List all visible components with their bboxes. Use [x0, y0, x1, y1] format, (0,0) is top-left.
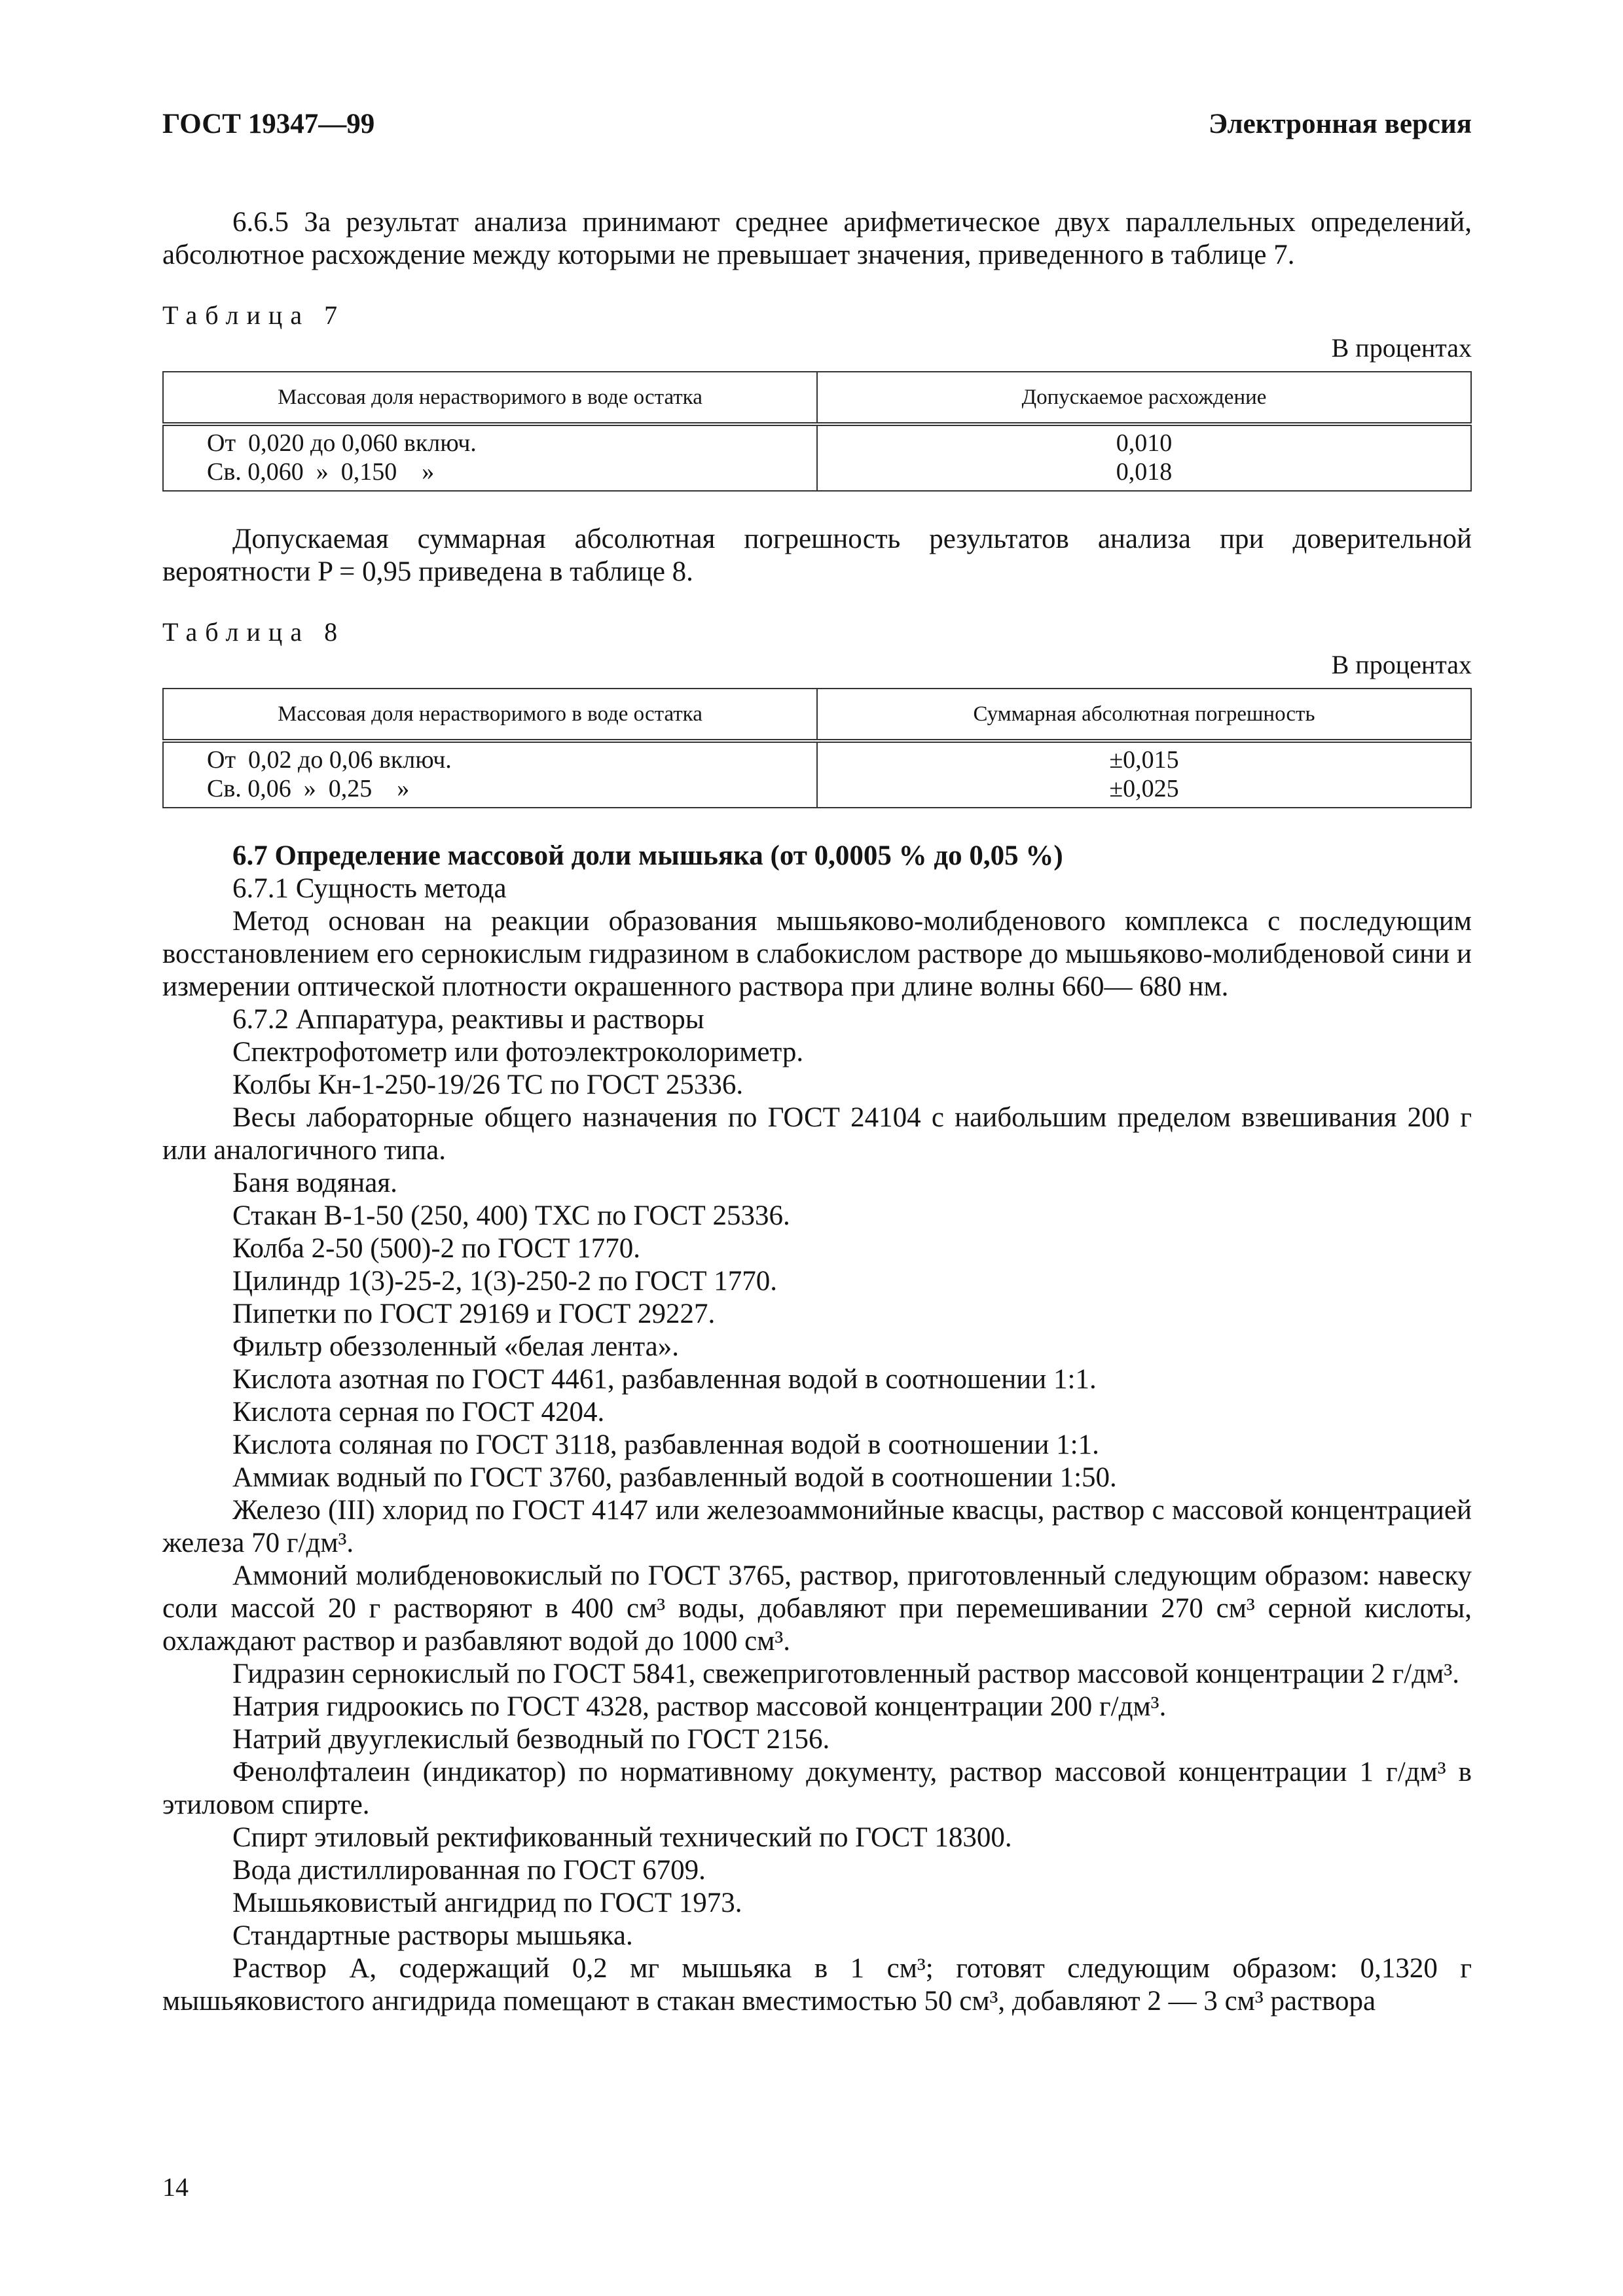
list-item: Мышьяковистый ангидрид по ГОСТ 1973.	[232, 1888, 742, 1918]
list-item: Раствор А, содержащий 0,2 мг мышьяка в 1 см³; готовят следующим образом: 0,1320 г мышьяковистого ангидрида помещают в стакан вместимостью 50 см³, добавляют 2 — 3 см³ раствора	[162, 1953, 1472, 2017]
section-6-7-1-title: 6.7.1 Сущность метода	[232, 873, 507, 904]
table-8	[162, 688, 1472, 808]
list-item: Аммиак водный по ГОСТ 3760, разбавленный водой в соотношении 1:50.	[232, 1462, 1117, 1493]
list-item: Пипетки по ГОСТ 29169 и ГОСТ 29227.	[232, 1299, 716, 1329]
document-page	[162, 105, 1472, 2018]
list-item: Стандартные растворы мышьяка.	[232, 1920, 633, 1951]
table-row	[163, 424, 1471, 491]
list-item: Кислота соляная по ГОСТ 3118, разбавленная водой в соотношении 1:1.	[232, 1429, 1099, 1460]
list-item: Колбы Кн-1-250-19/26 ТС по ГОСТ 25336.	[232, 1069, 744, 1100]
table7-caption: Таблица 7	[162, 300, 346, 330]
list-item: Натрий двууглекислый безводный по ГОСТ 2156.	[232, 1724, 830, 1755]
list-item: Цилиндр 1(3)-25-2, 1(3)-250-2 по ГОСТ 1770.	[232, 1266, 778, 1297]
list-item: Вода дистиллированная по ГОСТ 6709.	[232, 1855, 706, 1886]
table7-header-col2: Допускаемое расхождение	[817, 372, 1471, 424]
list-item: Гидразин сернокислый по ГОСТ 5841, свежеприготовленный раствор массовой концентрации 2 г/дм³.	[232, 1659, 1459, 1689]
list-item: Спирт этиловый ректификованный технический по ГОСТ 18300.	[232, 1822, 1012, 1853]
table8-row1-range: От 0,02 до 0,06 включ.	[207, 746, 452, 774]
list-item: Фенолфталеин (индикатор) по нормативному документу, раствор массовой концентрации 1 г/дм³ в этиловом спирте.	[162, 1757, 1472, 1820]
list-item: Весы лабораторные общего назначения по ГОСТ 24104 с наибольшим пределом взвешивания 200 г или аналогичного типа.	[162, 1102, 1472, 1166]
table7-row2-range: Св. 0,060 » 0,150 »	[207, 458, 435, 486]
list-item: Баня водяная.	[232, 1168, 397, 1198]
list-item: Фильтр обеззоленный «белая лента».	[232, 1331, 679, 1362]
table7-header-col1: Массовая доля нерастворимого в воде остатка	[163, 372, 817, 424]
section-6-7-title: 6.7 Определение массовой доли мышьяка (от 0,0005 % до 0,05 %)	[232, 840, 1063, 871]
list-item: Натрия гидроокись по ГОСТ 4328, раствор массовой концентрации 200 г/дм³.	[232, 1691, 1167, 1722]
table8-row2-value: ±0,025	[1109, 775, 1179, 802]
list-item: Аммоний молибденовокислый по ГОСТ 3765, раствор, приготовленный следующим образом: навеску соли массой 20 г растворяют в 400 см³ воды, добавляют при перемешивании 270 см³ серной кислоты, охлаждают раствор и разбавляют водой до 1000 см³.	[162, 1560, 1472, 1657]
table7-row2-value: 0,018	[1116, 458, 1173, 486]
list-item: Стакан В-1-50 (250, 400) ТХС по ГОСТ 25336.	[232, 1200, 790, 1231]
table8-header-col2: Суммарная абсолютная погрешность	[817, 689, 1471, 741]
table7-row1-range: От 0,020 до 0,060 включ.	[207, 429, 477, 457]
table8-header-col1: Массовая доля нерастворимого в воде остатка	[163, 689, 817, 741]
section-6-7-2-title: 6.7.2 Аппаратура, реактивы и растворы	[232, 1004, 704, 1035]
table8-unit: В процентах	[1331, 650, 1472, 679]
list-item: Железо (III) хлорид по ГОСТ 4147 или железоаммонийные квасцы, раствор с массовой концентрацией железа 70 г/дм³.	[162, 1495, 1472, 1558]
paragraph-method: Метод основан на реакции образования мышьяково-молибденового комплекса с последующим восстановлением его сернокислым гидразином в слабокислом растворе до мышьяково-молибденовой сини и измерении оптической плотности окрашенного раствора при длине волны 660— 680 нм.	[162, 906, 1472, 1002]
page-header	[162, 105, 1472, 144]
table7-unit: В процентах	[1331, 333, 1472, 363]
list-item: Спектрофотометр или фотоэлектроколориметр.	[232, 1037, 804, 1067]
list-item: Кислота серная по ГОСТ 4204.	[232, 1397, 605, 1427]
table8-caption: Таблица 8	[162, 617, 346, 647]
list-item: Кислота азотная по ГОСТ 4461, разбавленная водой в соотношении 1:1.	[232, 1364, 1097, 1395]
table7-row1-value: 0,010	[1116, 429, 1173, 457]
table-row	[163, 741, 1471, 808]
list-item: Колба 2-50 (500)-2 по ГОСТ 1770.	[232, 1233, 640, 1264]
paragraph-6-6-5: 6.6.5 За результат анализа принимают среднее арифметическое двух параллельных определений, абсолютное расхождение между которыми не превышает значения, приведенного в таблице 7.	[162, 207, 1472, 270]
table8-row1-value: ±0,015	[1109, 746, 1179, 774]
page-number: 14	[162, 2172, 189, 2202]
table8-row2-range: Св. 0,06 » 0,25 »	[207, 775, 410, 802]
standard-number: ГОСТ 19347—99	[162, 109, 375, 139]
version-label: Электронная версия	[1208, 109, 1472, 139]
table-7	[162, 371, 1472, 492]
paragraph-error: Допускаемая суммарная абсолютная погрешность результатов анализа при доверительной вероятности P = 0,95 приведена в таблице 8.	[162, 524, 1472, 587]
